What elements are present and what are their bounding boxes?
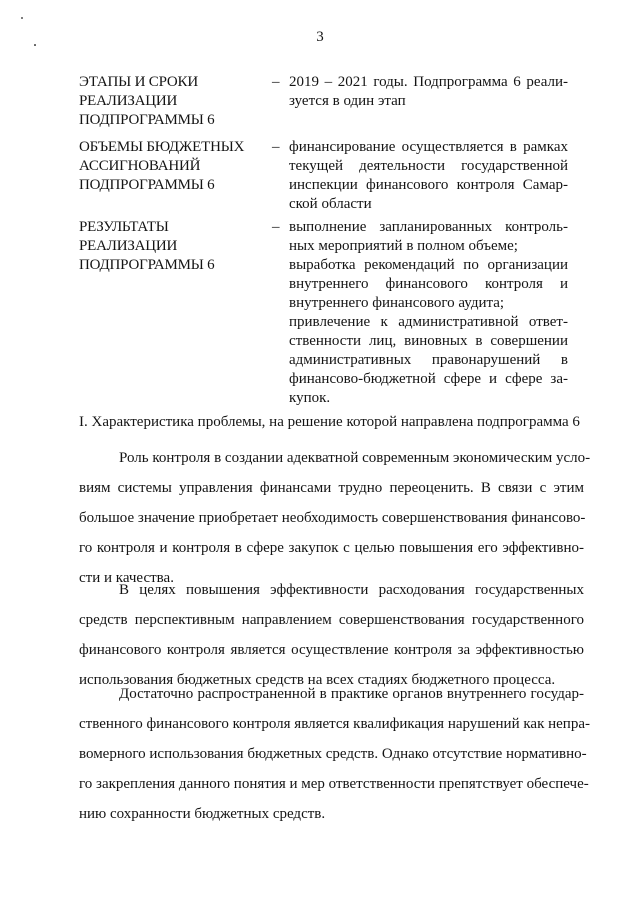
section-title: I. Характеристика проблемы, на решение которой направлена подпрограмма 6 [79,414,580,430]
label-line: ОБЪЕМЫ БЮДЖЕТНЫХ [79,139,245,155]
text-line: выполнение запланированных контроль- [289,219,568,235]
row-text [289,73,568,111]
page-number: 3 [316,29,324,45]
paragraph-line: Достаточно распространенной в практике органов внутреннего государ- [119,686,584,702]
label-line: ПОДПРОГРАММЫ 6 [79,112,215,128]
text-line: зуется в один этап [289,93,406,109]
row-text [289,218,568,408]
row-text [289,138,568,214]
text-line: купок. [289,390,331,406]
text-line: привлечение к административной ответ- [289,314,568,330]
text-line: выработка рекомендаций по организации [289,257,568,273]
text-line: финансово-бюджетной сфере и сфере за- [289,371,568,387]
scan-speck [21,17,23,19]
text-line: текущей деятельности государственной [289,158,568,174]
paragraph-line: виям системы управления финансами трудно переоценить. В связи с этим [79,480,584,496]
label-line: РЕАЛИЗАЦИИ [79,238,178,254]
paragraph-line: ственного финансового контроля является квалификация нарушений как непра- [79,716,590,732]
text-line: внутреннего финансового контроля и [289,276,568,292]
text-line: ственности лиц, виновных в совершении [289,333,568,349]
paragraph-line: средств перспективным направлением совершенствования государственного [79,612,584,628]
label-line: РЕЗУЛЬТАТЫ [79,219,169,235]
paragraph-line: вомерного использования бюджетных средств. Однако отсутствие нормативно- [79,746,587,762]
row-label [79,138,259,195]
paragraph-line: Роль контроля в создании адекватной современным экономическим усло- [119,450,591,466]
text-line: ных мероприятий в полном объеме; [289,238,518,254]
paragraph-line: нию сохранности бюджетных средств. [79,806,326,822]
label-line: ЭТАПЫ И СРОКИ [79,74,198,90]
text-line: административных правонарушений в [289,352,568,368]
text-line: инспекции финансового контроля Самар- [289,177,568,193]
text-line: ской области [289,196,372,212]
body-paragraph [79,575,584,695]
paragraph-line: В целях повышения эффективности расходования государственных [119,582,584,598]
row-dash: – [272,139,280,155]
paragraph-line: го закрепления данного понятия и мер ответственности препятствует обеспече- [79,776,589,792]
label-line: ПОДПРОГРАММЫ 6 [79,177,215,193]
text-line: внутреннего финансового аудита; [289,295,505,311]
row-label [79,73,259,130]
label-line: АССИГНОВАНИЙ [79,158,201,174]
text-line: 2019 – 2021 годы. Подпрограмма 6 реали- [289,74,568,90]
body-paragraph [79,679,590,829]
label-line: РЕАЛИЗАЦИИ [79,93,178,109]
text-line: финансирование осуществляется в рамках [289,139,568,155]
row-dash: – [272,219,280,235]
paragraph-line: го контроля и контроля в сфере закупок с целью повышения его эффективно- [79,540,584,556]
paragraph-line: финансового контроля является осуществление контроля за эффективностью [79,642,584,658]
row-label [79,218,259,275]
row-dash: – [272,74,280,90]
body-paragraph [79,443,591,593]
paragraph-line: сти и качества. [79,570,174,586]
label-line: ПОДПРОГРАММЫ 6 [79,257,215,273]
paragraph-line: большое значение приобретает необходимость совершенствования финансово- [79,510,586,526]
paragraph-line: использования бюджетных средств на всех стадиях бюджетного процесса. [79,672,556,688]
